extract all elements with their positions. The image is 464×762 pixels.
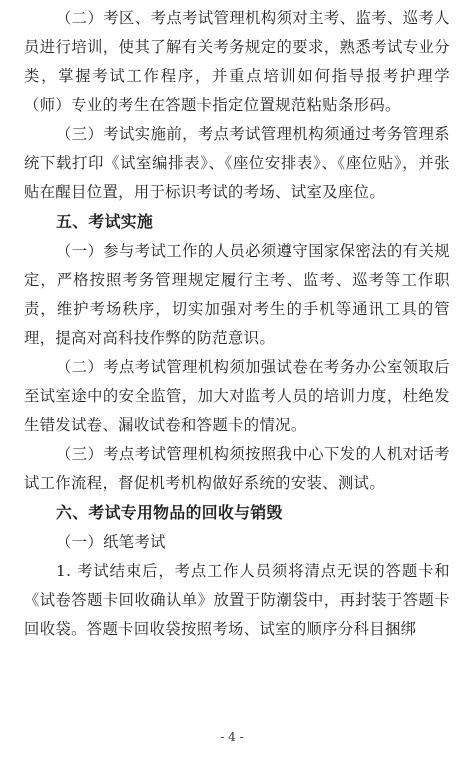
paragraph-computer-exam: （三）考点考试管理机构须按照我中心下发的人机对话考试工作流程，督促机考机构做好系统的安装、测试。	[24, 445, 450, 492]
page-number: - 4 -	[220, 730, 244, 744]
paragraph-answer-card-recovery: 1. 考试结束后，考点工作人员须将清点无误的答题卡和《试卷答题卡回收确认单》放置于防潮袋中，再封装于答题卡回收袋。答题卡回收袋按照考场、试室的顺序分科目捆绑	[24, 562, 450, 638]
paragraph-paper-exam: （一）纸笔考试	[56, 533, 166, 551]
heading-materials-recovery: 六、考试专用物品的回收与销毁	[56, 503, 283, 522]
paragraph-confidentiality: （一）参与考试工作的人员必须遵守国家保密法的有关规定，严格按照考务管理规定履行主考、监考、巡考等工作职责，维护考场秩序，切实加强对考生的手机等通讯工具的管理，提高对高科技作弊的防范意识。	[24, 242, 450, 347]
heading-exam-implementation: 五、考试实施	[56, 212, 154, 231]
paragraph-supervision: （二）考点考试管理机构须加强试卷在考务办公室领取后至试室途中的安全监管，加大对监考人员的培训力度，杜绝发生错发试卷、漏收试卷和答题卡的情况。	[24, 358, 450, 434]
paragraph-training: （二）考区、考点考试管理机构须对主考、监考、巡考人员进行培训，使其了解有关考务规定的要求，熟悉考试专业分类，掌握考试工作程序，并重点培训如何指导报考护理学（师）专业的考生在答题卡指定位置规范粘贴条形码。	[24, 9, 450, 114]
paragraph-print-tables: （三）考试实施前，考点考试管理机构须通过考务管理系统下载打印《试室编排表》、《座位安排表》、《座位贴》，并张贴在醒目位置，用于标识考试的考场、试室及座位。	[24, 125, 450, 201]
